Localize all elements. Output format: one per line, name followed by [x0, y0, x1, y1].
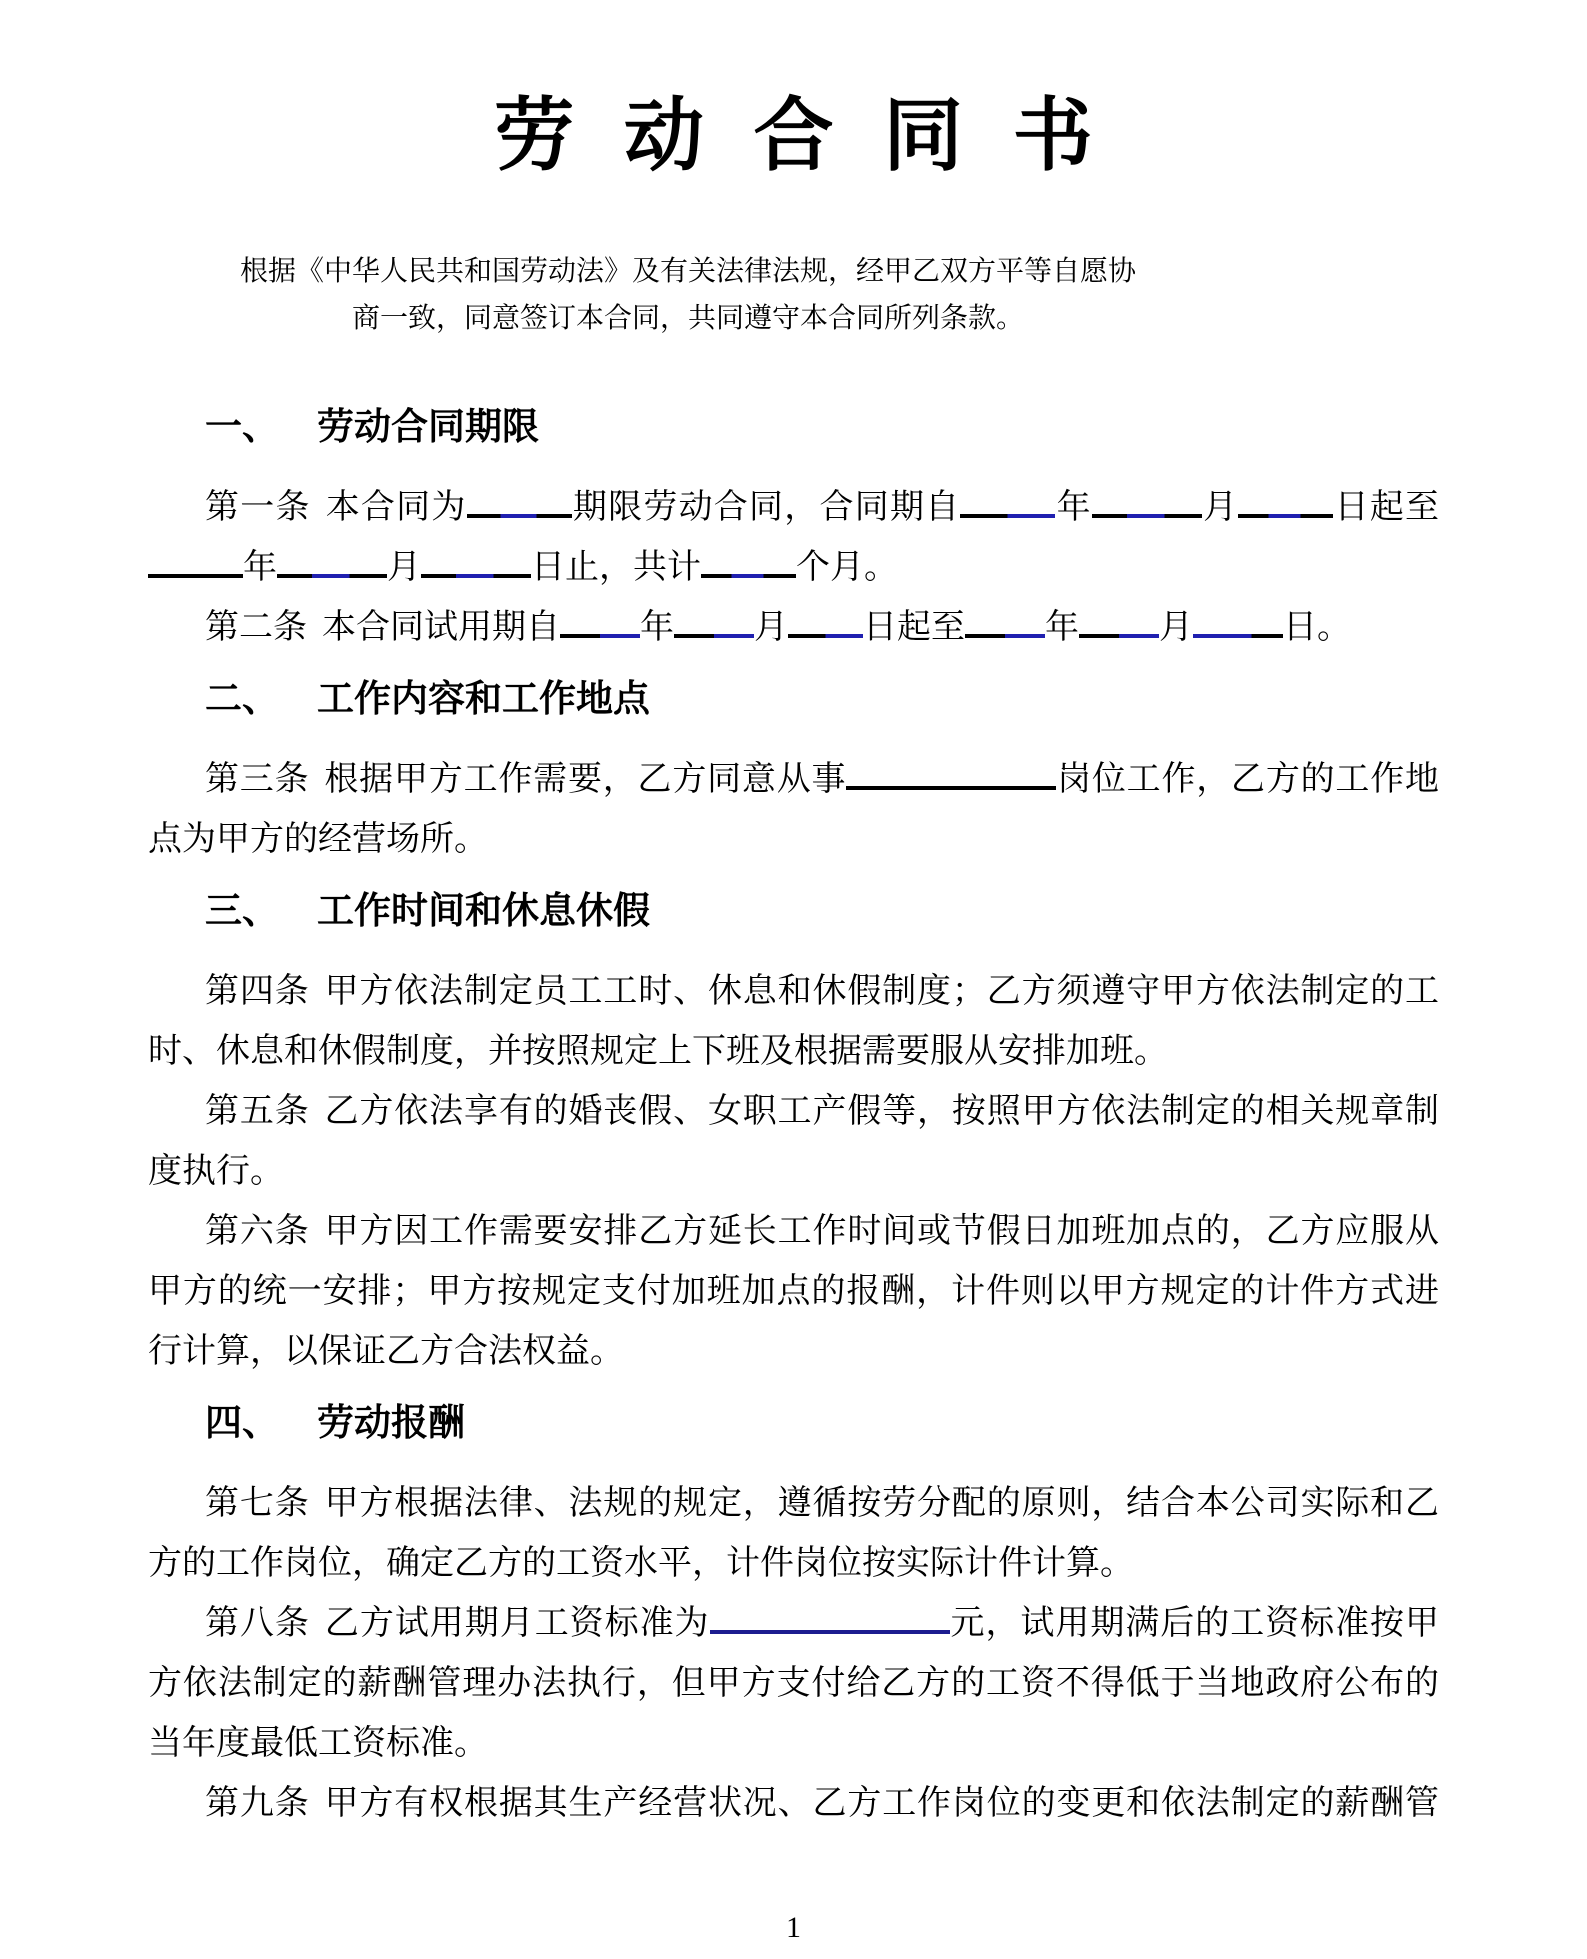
text-run: 甲方有权根据其生产经营状况、乙方工作岗位的变更和依法制定的薪酬管: [324, 1785, 1440, 1822]
fill-in-blank: [1092, 484, 1202, 518]
article-paragraph-5: [148, 1082, 1439, 1202]
text-run: 月: [1159, 609, 1193, 646]
text-run: 乙方试用期月工资标准为: [324, 1605, 710, 1642]
text-run: 月: [1201, 489, 1239, 526]
section-number: 一、: [205, 407, 279, 448]
article-number: 第三条: [205, 761, 310, 798]
fill-in-blank: [960, 484, 1055, 518]
text-run: 日止，共计: [531, 549, 701, 586]
text-run: 年: [640, 609, 674, 646]
text-run: 月: [754, 609, 788, 646]
text-run: 期限劳动合同，合同期自: [571, 489, 961, 526]
intro-paragraph: 根据《中华人民共和国劳动法》及有关法律法规，经甲乙双方平等自愿协商一致，同意签订本合同，共同遵守本合同所列条款。: [239, 256, 1136, 334]
article-paragraph-6: [148, 1202, 1439, 1382]
fill-in-blank: [148, 544, 243, 578]
article-paragraph-1: [148, 478, 1439, 598]
article-paragraph-7: [148, 1474, 1439, 1594]
text-run: 日起至: [863, 609, 965, 646]
article-paragraph-3: [148, 750, 1439, 870]
article-number: 第七条: [205, 1485, 310, 1522]
article-number: 第四条: [205, 973, 310, 1010]
text-run: 年: [243, 549, 277, 586]
section-title: 工作时间和休息休假: [317, 891, 650, 932]
section-number: 二、: [205, 679, 279, 720]
text-run: 甲方依法制定员工工时、休息和休假制度；乙方须遵守甲方依法制定的工时、休息和休假制度，并按照规定上下班及根据需要服从安排加班。: [148, 973, 1440, 1070]
text-run: 根据甲方工作需要，乙方同意从事: [324, 761, 847, 798]
fill-in-blank: [710, 1600, 950, 1634]
text-run: 乙方依法享有的婚丧假、女职工产假等，按照甲方依法制定的相关规章制度执行。: [148, 1093, 1440, 1190]
fill-in-blank: [467, 484, 572, 518]
section-title: 劳动报酬: [317, 1403, 465, 1444]
fill-in-blank: [1193, 604, 1283, 638]
article-paragraph-9: [148, 1774, 1439, 1834]
text-run: 年: [1045, 609, 1079, 646]
section-heading-4: [148, 1396, 1439, 1452]
section-heading-2: [148, 672, 1439, 728]
text-run: 甲方根据法律、法规的规定，遵循按劳分配的原则，结合本公司实际和乙方的工作岗位，确定乙方的工资水平，计件岗位按实际计件计算。: [148, 1485, 1440, 1582]
article-paragraph-2: [148, 598, 1439, 658]
section-heading-1: [148, 400, 1439, 456]
article-number: 第一条: [205, 489, 311, 526]
article-number: 第六条: [205, 1213, 310, 1250]
section-number: 三、: [205, 891, 279, 932]
text-run: 元，试用期满后的工资标准按甲方依法制定的薪酬管理办法执行，但甲方支付给乙方的工资不得低于当地政府公布的当年度最低工资标准。: [148, 1605, 1440, 1762]
fill-in-blank: [846, 756, 1056, 790]
text-run: 月: [387, 549, 421, 586]
section-number: 四、: [205, 1403, 279, 1444]
fill-in-blank: [277, 544, 387, 578]
page-number: 1: [786, 1911, 801, 1944]
fill-in-blank: [421, 544, 531, 578]
fill-in-blank: [560, 604, 640, 638]
text-run: 年: [1055, 489, 1092, 526]
fill-in-blank: [788, 604, 863, 638]
text-run: 本合同试用期自: [322, 609, 560, 646]
document-title: 劳动合同书: [494, 91, 1143, 180]
article-number: 第五条: [205, 1093, 310, 1130]
article-number: 第二条: [205, 609, 307, 646]
text-run: 甲方因工作需要安排乙方延长工作时间或节假日加班加点的，乙方应服从甲方的统一安排；甲方按规定支付加班加点的报酬，计件则以甲方规定的计件方式进行计算，以保证乙方合法权益。: [148, 1213, 1440, 1370]
fill-in-blank: [674, 604, 754, 638]
fill-in-blank: [701, 544, 796, 578]
article-number: 第八条: [205, 1605, 310, 1642]
text-run: 日起至: [1333, 489, 1440, 526]
article-number: 第九条: [205, 1785, 310, 1822]
article-paragraph-4: [148, 962, 1439, 1082]
fill-in-blank: [1079, 604, 1159, 638]
article-paragraph-8: [148, 1594, 1439, 1774]
text-run: 本合同为: [325, 489, 467, 526]
text-run: 个月。: [796, 549, 898, 586]
fill-in-blank: [1238, 484, 1333, 518]
section-heading-3: [148, 884, 1439, 940]
text-run: 日。: [1283, 609, 1351, 646]
text-run: 岗位工作，乙方的工作地点为甲方的经营场所。: [148, 761, 1440, 858]
section-title: 工作内容和工作地点: [317, 679, 650, 720]
fill-in-blank: [965, 604, 1045, 638]
section-title: 劳动合同期限: [317, 407, 539, 448]
